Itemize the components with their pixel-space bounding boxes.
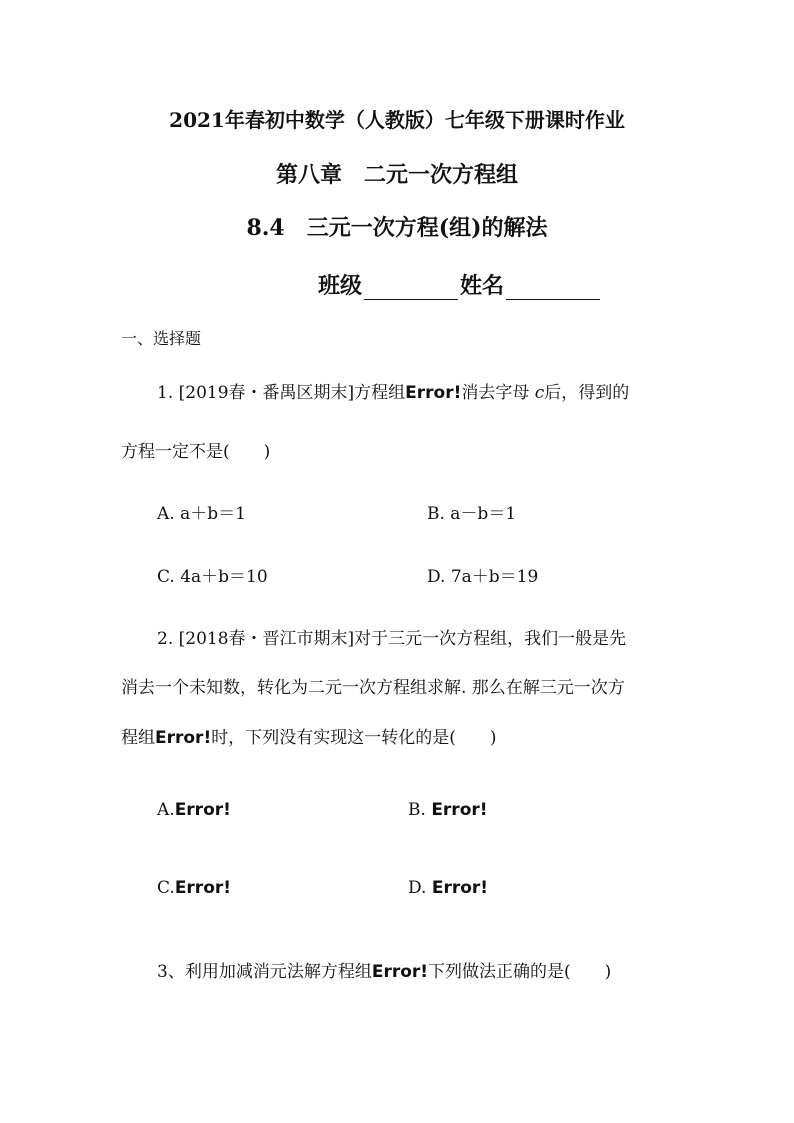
q2-error: Error! (155, 728, 212, 748)
q2-option-c[interactable] (157, 878, 231, 898)
q3-part1: 3、利用加减消元法解方程组 (157, 962, 372, 982)
q2-option-c-label: C. (157, 878, 175, 898)
name-label: 姓名 (460, 273, 505, 299)
q2-line3b: 时，下列没有实现这一转化的是( ) (211, 728, 497, 748)
q1-error: Error! (405, 383, 462, 403)
q2-line2: 消去一个未知数，转化为二元一次方程组求解. 那么在解三元一次方 (121, 678, 625, 698)
name-blank[interactable] (506, 277, 600, 300)
q1-option-a[interactable]: A. a＋b＝1 (157, 504, 246, 524)
q2-option-a-error: Error! (174, 800, 231, 820)
q2-line3 (121, 723, 496, 748)
q1-part1: 1. [2019春・番禺区期末]方程组 (157, 383, 406, 403)
q2-option-c-error: Error! (174, 878, 232, 898)
q1-part2: 消去字母 (461, 383, 530, 403)
q1-option-c[interactable]: C. 4a＋b＝10 (157, 567, 268, 587)
section-title: 一、选择题 (121, 329, 202, 348)
class-name-line (318, 269, 602, 300)
q1-var-c: c (534, 383, 545, 403)
document-title: 2021年春初中数学（人教版）七年级下册课时作业 (169, 108, 625, 132)
q1-option-d[interactable]: D. 7a＋b＝19 (427, 567, 539, 587)
q1-option-b[interactable]: B. a－b＝1 (427, 504, 517, 524)
q2-option-a[interactable] (157, 800, 231, 820)
q2-option-a-label: A. (157, 800, 175, 820)
lesson-title: 8.4 三元一次方程(组)的解法 (246, 215, 548, 241)
class-blank[interactable] (364, 277, 458, 300)
q1-line1 (157, 378, 629, 403)
q2-line1: 2. [2018春・晋江市期末]对于三元一次方程组，我们一般是先 (157, 629, 627, 649)
q2-option-b-label: B. (408, 800, 426, 820)
q2-option-b-error: Error! (431, 800, 488, 820)
q3-error: Error! (371, 962, 429, 982)
q3-line1 (157, 957, 611, 982)
q3-part2: 下列做法正确的是( ) (428, 962, 612, 982)
q1-line2: 方程一定不是( ) (121, 442, 271, 462)
q2-option-b[interactable] (408, 800, 488, 820)
q2-option-d[interactable] (408, 878, 488, 898)
q2-line3a: 程组 (121, 728, 155, 748)
q2-option-d-error: Error! (431, 878, 489, 898)
class-label: 班级 (318, 273, 363, 299)
chapter-title: 第八章 二元一次方程组 (275, 162, 518, 188)
q1-part3: 后，得到的 (544, 383, 630, 403)
q2-option-d-label: D. (408, 878, 427, 898)
